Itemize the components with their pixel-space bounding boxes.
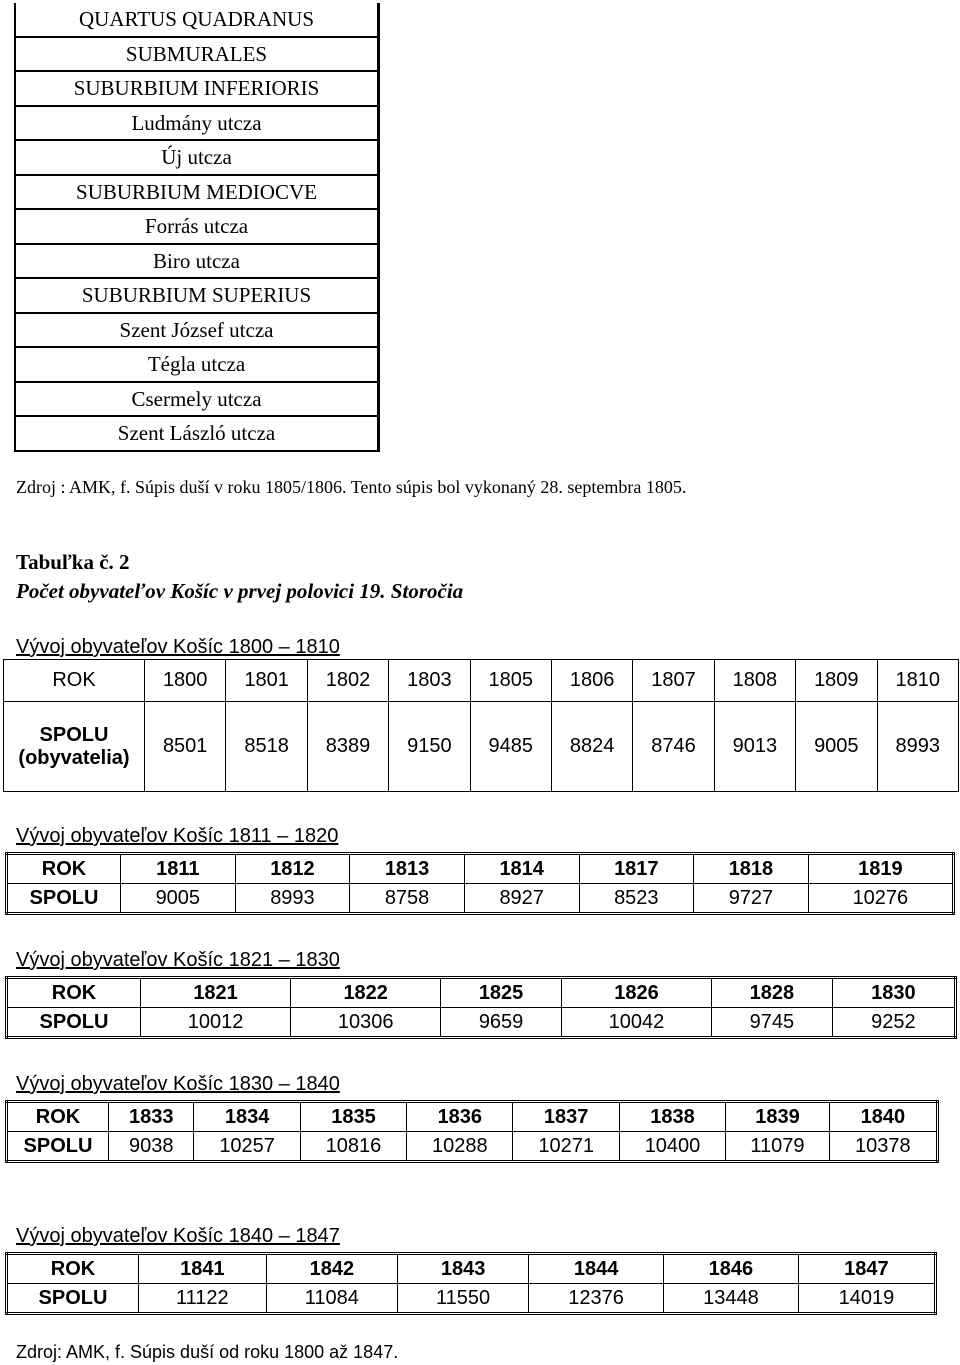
street-cell: Biro utcza	[15, 244, 379, 279]
year-row	[4, 660, 959, 702]
year-cell: 1817	[579, 854, 694, 884]
value-cell: 9038	[109, 1132, 194, 1162]
section-heading: Vývoj obyvateľov Košíc 1830 – 1840	[16, 1073, 340, 1095]
street-cell: QUARTUS QUADRANUS	[15, 3, 379, 37]
year-cell: 1802	[307, 660, 388, 702]
value-cell: 10306	[291, 1008, 441, 1038]
value-cell: 9485	[470, 702, 551, 792]
row-label: ROK	[7, 1102, 109, 1132]
year-cell: 1810	[877, 660, 958, 702]
population-table-1840-1847	[5, 1252, 937, 1315]
street-cell: Új utcza	[15, 140, 379, 175]
year-cell: 1843	[397, 1254, 528, 1284]
value-cell: 9005	[121, 884, 236, 914]
year-row	[7, 1254, 936, 1284]
value-cell: 8824	[551, 702, 632, 792]
row-label: ROK	[7, 854, 121, 884]
value-cell: 13448	[664, 1284, 799, 1314]
street-cell: Szent László utcza	[15, 416, 379, 451]
population-table-1830-1840	[5, 1100, 939, 1163]
year-cell: 1806	[551, 660, 632, 702]
street-cell: Szent József utcza	[15, 313, 379, 348]
year-cell: 1803	[389, 660, 470, 702]
section-heading: Vývoj obyvateľov Košíc 1811 – 1820	[16, 825, 339, 847]
street-cell: SUBURBIUM SUPERIUS	[15, 278, 379, 313]
value-cell: 8993	[235, 884, 350, 914]
year-cell: 1835	[300, 1102, 406, 1132]
population-table-1811-1820	[5, 852, 955, 915]
value-cell: 10400	[619, 1132, 725, 1162]
year-cell: 1825	[441, 978, 562, 1008]
population-table-1821-1830	[5, 976, 957, 1039]
value-cell: 14019	[798, 1284, 935, 1314]
value-cell: 8501	[145, 702, 226, 792]
year-cell: 1833	[109, 1102, 194, 1132]
value-cell: 10042	[561, 1008, 711, 1038]
street-cell: SUBMURALES	[15, 37, 379, 72]
year-cell: 1826	[561, 978, 711, 1008]
source-note-1: Zdroj : AMK, f. Súpis duší v roku 1805/1806. Tento súpis bol vykonaný 28. septembra 1805.	[16, 477, 687, 497]
value-cell: 11084	[266, 1284, 397, 1314]
value-cell: 10288	[407, 1132, 513, 1162]
value-cell: 10012	[141, 1008, 291, 1038]
value-cell: 11079	[726, 1132, 830, 1162]
year-cell: 1828	[712, 978, 833, 1008]
value-cell: 8927	[464, 884, 579, 914]
year-cell: 1819	[808, 854, 953, 884]
year-cell: 1830	[832, 978, 955, 1008]
year-cell: 1837	[513, 1102, 619, 1132]
year-row	[7, 854, 954, 884]
row-label: ROK	[7, 1254, 139, 1284]
value-cell: 8389	[307, 702, 388, 792]
value-cell: 8746	[633, 702, 714, 792]
year-cell: 1840	[829, 1102, 937, 1132]
year-cell: 1842	[266, 1254, 397, 1284]
year-cell: 1814	[464, 854, 579, 884]
year-cell: 1818	[694, 854, 809, 884]
section-heading: Vývoj obyvateľov Košíc 1800 – 1810	[16, 636, 340, 658]
year-cell: 1839	[726, 1102, 830, 1132]
population-table-1800-1810	[3, 659, 959, 792]
total-row	[7, 1132, 938, 1162]
value-cell: 10378	[829, 1132, 937, 1162]
total-label	[4, 702, 145, 792]
street-cell: Forrás utcza	[15, 209, 379, 244]
total-label: SPOLU	[7, 884, 121, 914]
year-cell: 1805	[470, 660, 551, 702]
value-cell: 8758	[350, 884, 465, 914]
year-cell: 1807	[633, 660, 714, 702]
total-label-line1: SPOLU	[39, 723, 109, 746]
table-subtitle: Počet obyvateľov Košíc v prvej polovici 19. Storočia	[16, 579, 464, 603]
year-cell: 1834	[194, 1102, 300, 1132]
street-cell: Ludmány utcza	[15, 106, 379, 141]
total-row	[7, 1008, 956, 1038]
value-cell: 9727	[694, 884, 809, 914]
value-cell: 9150	[389, 702, 470, 792]
row-label: ROK	[4, 660, 145, 702]
year-cell: 1800	[145, 660, 226, 702]
section-heading: Vývoj obyvateľov Košíc 1821 – 1830	[16, 949, 340, 971]
year-cell: 1811	[121, 854, 236, 884]
year-cell: 1809	[796, 660, 877, 702]
street-cell: SUBURBIUM INFERIORIS	[15, 71, 379, 106]
year-cell: 1847	[798, 1254, 935, 1284]
value-cell: 9745	[712, 1008, 833, 1038]
value-cell: 11122	[139, 1284, 267, 1314]
value-cell: 12376	[529, 1284, 664, 1314]
year-cell: 1813	[350, 854, 465, 884]
value-cell: 8523	[579, 884, 694, 914]
year-cell: 1838	[619, 1102, 725, 1132]
street-cell: SUBURBIUM MEDIOCVE	[15, 175, 379, 210]
value-cell: 9252	[832, 1008, 955, 1038]
street-cell: Csermely utcza	[15, 382, 379, 417]
value-cell: 8993	[877, 702, 958, 792]
year-cell: 1808	[714, 660, 795, 702]
year-cell: 1846	[664, 1254, 799, 1284]
value-cell: 9005	[796, 702, 877, 792]
value-cell: 9659	[441, 1008, 562, 1038]
total-label-line2: (obyvatelia)	[18, 746, 130, 769]
value-cell: 8518	[226, 702, 307, 792]
year-cell: 1812	[235, 854, 350, 884]
value-cell: 9013	[714, 702, 795, 792]
total-label: SPOLU	[7, 1008, 141, 1038]
total-label: SPOLU	[7, 1132, 109, 1162]
total-label: SPOLU	[7, 1284, 139, 1314]
section-heading: Vývoj obyvateľov Košíc 1840 – 1847	[16, 1225, 340, 1247]
total-row	[7, 884, 954, 914]
year-cell: 1801	[226, 660, 307, 702]
value-cell: 10816	[300, 1132, 406, 1162]
year-row	[7, 1102, 938, 1132]
total-row	[7, 1284, 936, 1314]
street-cell: Tégla utcza	[15, 347, 379, 382]
year-cell: 1821	[141, 978, 291, 1008]
value-cell: 10257	[194, 1132, 300, 1162]
value-cell: 10271	[513, 1132, 619, 1162]
row-label: ROK	[7, 978, 141, 1008]
source-note-2: Zdroj: AMK, f. Súpis duší od roku 1800 až 1847.	[16, 1342, 399, 1362]
year-cell: 1841	[139, 1254, 267, 1284]
year-cell: 1844	[529, 1254, 664, 1284]
value-cell: 10276	[808, 884, 953, 914]
value-cell: 11550	[397, 1284, 528, 1314]
year-cell: 1822	[291, 978, 441, 1008]
total-row	[4, 702, 959, 792]
street-list-table	[14, 3, 380, 452]
table-title: Tabuľka č. 2	[16, 550, 130, 574]
year-cell: 1836	[407, 1102, 513, 1132]
year-row	[7, 978, 956, 1008]
